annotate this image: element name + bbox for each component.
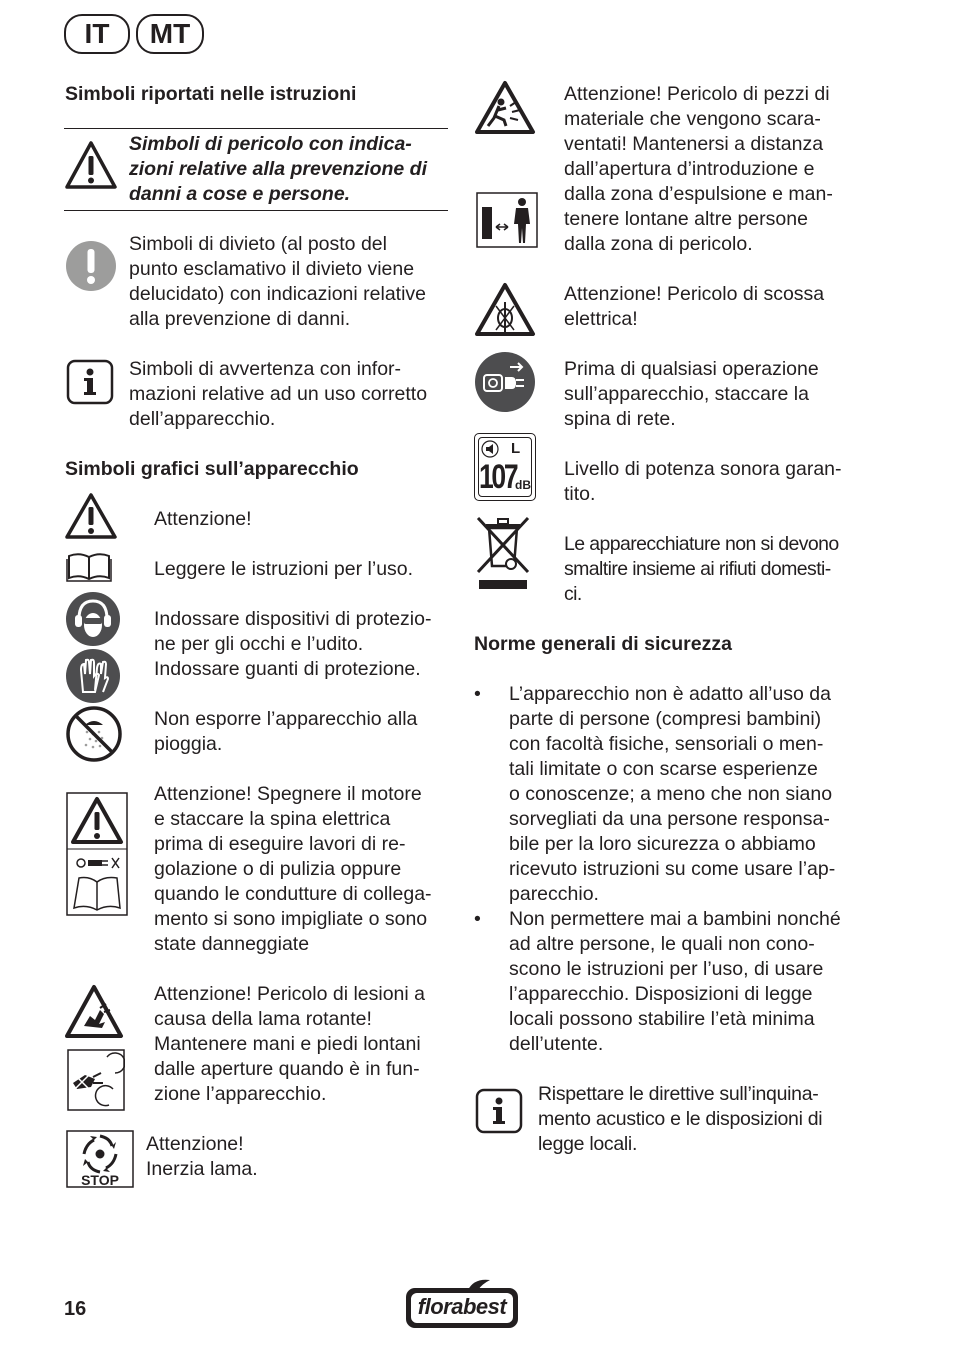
sound-lwa-label: L (511, 440, 521, 457)
divider-top (64, 128, 448, 129)
section-title-symbols-instructions: Simboli riportati nelle istruzioni (65, 83, 357, 105)
info-noise-icon (475, 1088, 523, 1134)
rotating-blade-hand-icon (64, 984, 124, 1040)
blade-inertia-text: Attenzione! Inerzia lama. (146, 1133, 258, 1180)
manual-book-icon (66, 552, 112, 582)
unplug-text: Prima di qualsiasi operazione sull’apparecchio, staccare la spina di rete. (564, 358, 819, 430)
logo-text: florabest (417, 1294, 507, 1319)
disposal-text: Le apparecchiature non si devono smaltire insieme ai rifiuti domesti- ci. (564, 533, 839, 605)
unplug-icon (474, 351, 536, 413)
prohibition-text: Simboli di divieto (al posto del punto esclamativo il divieto viene delucidato) con indicazioni relative alla prevenzione di danni. (129, 233, 427, 330)
keep-hands-feet-away-icon (67, 1049, 125, 1111)
danger-note: Simboli di pericolo con indica- zioni relative alla prevenzione di danni a cose e persone. (129, 133, 428, 205)
florabest-logo (406, 1288, 518, 1328)
lang-badge-it: IT (64, 14, 130, 54)
no-rain-icon (65, 705, 123, 763)
section-title-device-symbols: Simboli grafici sull’apparecchio (65, 458, 359, 480)
bullet-marker-1: • (474, 683, 481, 705)
switch-off-warning-icon (66, 792, 128, 916)
sound-level-text: Livello di potenza sonora garan- tito. (564, 458, 842, 505)
lang-badge-mt: MT (136, 14, 204, 54)
thrown-objects-icon (474, 80, 536, 136)
electric-shock-icon (474, 282, 536, 338)
weee-bin-icon (474, 514, 532, 592)
sound-unit: dB (515, 478, 531, 492)
sound-value: 107 (479, 458, 517, 496)
ejected-parts-text: Attenzione! Pericolo di pezzi di materiale che vengono scara- ventati! Mantenersi a distanza dall’apertura d’introduzione e dalla zona d’espulsione e man- tenere lontane altre persone dalla zona di pericolo. (564, 83, 833, 255)
protection-text: Indossare dispositivi di protezio- ne per gli occhi e l’udito. Indossare guanti di protezione. (154, 608, 432, 680)
switch-off-text: Attenzione! Spegnere il motore e staccare la spina elettrica prima di eseguire lavori di re- golazione o di pulizia oppure quando le condutture di collega- mento si sono impigliate o sono state danneggiate (154, 783, 432, 955)
safety-distance-icon (476, 192, 538, 248)
stop-label: STOP (81, 1172, 119, 1188)
safety-bullet-1: L’apparecchio non è adatto all’uso da parte di persone (compresi bambini) con facoltà fisiche, sensoriali o men- tali limitate o con scarse esperienze o conoscenze; a meno che non siano sorvegliati da una persone responsa- bile per la loro sicurezza o abbiamo ricevuto istruzioni su come usare l’ap- parecchio. (509, 683, 836, 905)
electric-shock-text: Attenzione! Pericolo di scossa elettrica! (564, 283, 825, 330)
attention-triangle-icon (64, 492, 118, 540)
info-text: Simboli di avvertenza con infor- mazioni relative ad un uso corretto dell’apparecchio. (129, 358, 428, 430)
prohibition-icon (65, 240, 117, 292)
sound-power-level-icon (474, 433, 536, 501)
attention-text: Attenzione! (154, 508, 252, 530)
blade-injury-text: Attenzione! Pericolo di lesioni a causa della lama rotante! Mantenere mani e piedi lontani dalle aperture quando è in fun- zione l’apparecchio. (154, 983, 425, 1105)
warning-triangle-icon (64, 140, 118, 190)
noise-info-text: Rispettare le direttive sull’inquina- mento acustico e le disposizioni di legge locali. (538, 1083, 823, 1155)
info-icon (66, 359, 114, 405)
page-number: 16 (64, 1298, 87, 1320)
rain-text: Non esporre l’apparecchio alla pioggia. (154, 708, 418, 755)
gloves-icon (65, 648, 121, 704)
bullet-marker-2: • (474, 908, 481, 930)
safety-bullet-2: Non permettere mai a bambini nonché ad altre persone, le quali non cono- scono le istruzioni per l’uso, di usare l’apparecchio. Disposizioni di legge locali possono stabilire l’età minima dell’utente. (509, 908, 841, 1055)
section-title-general-safety: Norme generali di sicurezza (474, 633, 732, 655)
divider-bottom (64, 210, 448, 211)
read-manual-text: Leggere le istruzioni per l’uso. (154, 558, 414, 580)
eye-ear-protection-icon (65, 591, 121, 647)
